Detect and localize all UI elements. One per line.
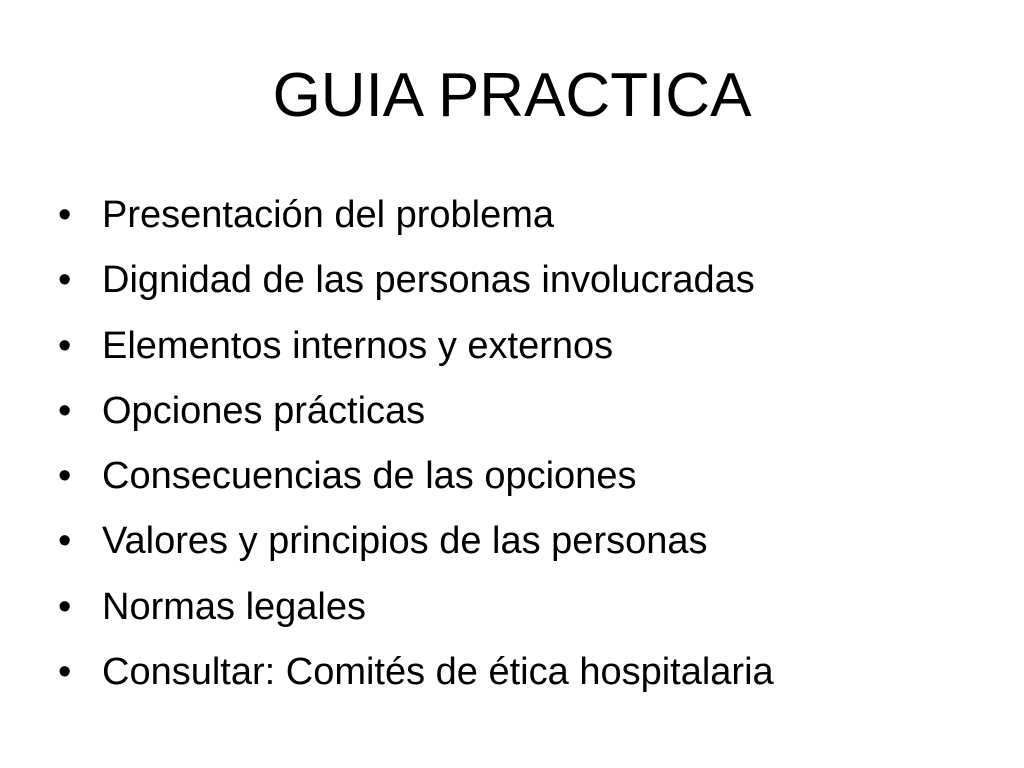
bullet-icon: • — [58, 520, 72, 563]
bullet-icon: • — [58, 455, 72, 498]
bullet-icon: • — [58, 194, 72, 236]
list-item — [58, 248, 774, 313]
list-item-text: Normas legales — [102, 585, 366, 628]
bullet-list — [58, 183, 774, 705]
list-item-text: Presentación del problema — [102, 194, 555, 236]
list-item — [58, 379, 774, 444]
list-item — [58, 575, 774, 640]
bullet-icon: • — [58, 324, 72, 367]
list-item-text: Dignidad de las personas involucradas — [102, 259, 755, 302]
bullet-icon: • — [58, 389, 72, 432]
list-item-text: Consultar: Comités de ética hospitalaria — [102, 651, 774, 694]
bullet-icon: • — [58, 651, 72, 694]
list-item — [58, 444, 774, 509]
bullet-icon: • — [58, 585, 72, 628]
list-item-text: Opciones prácticas — [102, 389, 426, 432]
list-item — [58, 509, 774, 574]
slide-title: GUIA PRACTICA — [272, 61, 752, 130]
list-item — [58, 314, 774, 379]
list-item-text: Valores y principios de las personas — [102, 520, 708, 563]
list-item — [58, 183, 774, 248]
bullet-icon: • — [58, 259, 72, 302]
list-item-text: Elementos internos y externos — [102, 324, 614, 367]
list-item — [58, 640, 774, 705]
list-item-text: Consecuencias de las opciones — [102, 455, 637, 498]
